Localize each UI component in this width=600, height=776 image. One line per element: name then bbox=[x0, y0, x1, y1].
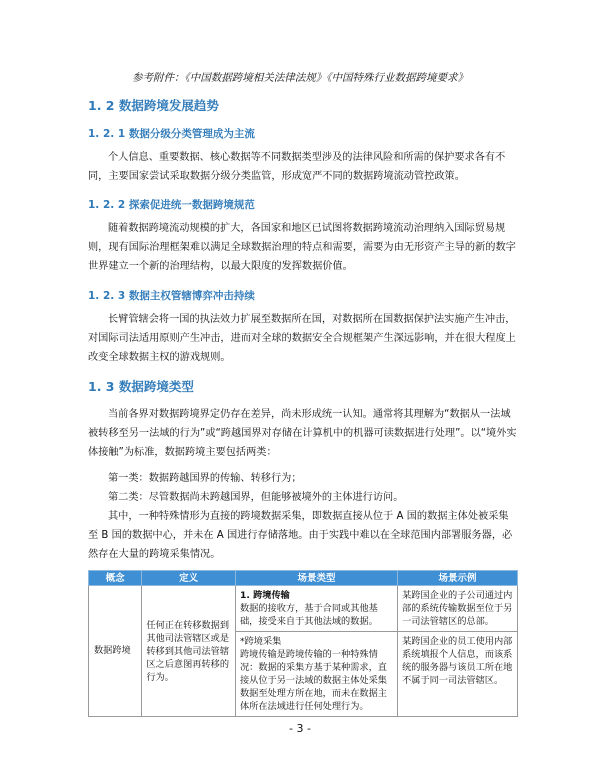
table-header-row bbox=[89, 571, 518, 586]
header-definition: 定义 bbox=[142, 571, 236, 586]
paragraph-1-2-1: 个人信息、重要数据、核心数据等不同数据类型涉及的法律风险和所需的保护要求各有不同，主要国家尝试采取数据分级分类监管，形成宽严不同的数据跨境流动管控政策。 bbox=[88, 152, 506, 182]
scene-collection-body: 跨境传输是跨境传输的一种特殊情况：数据的采集方基于某种需求，直接从位于另一法域的数据主体处采集数据至处理方所在地，而未在数据主体所在法域进行任何处理行为。 bbox=[240, 649, 387, 712]
concept-cell: 数据跨境 bbox=[89, 586, 142, 717]
heading-1-2: 1. 2 数据跨境发展趋势 bbox=[88, 98, 219, 113]
paragraph-1-2-3: 长臂管辖会将一国的执法效力扩展至数据所在国，对数据所在国数据保护法实施产生冲击，对国际司法适用原则产生冲击，进而对全球的数据安全合规框架产生深远影响，并在很大程度上改变全球数据主权的游戏规则。 bbox=[88, 314, 516, 363]
scene-transfer-title: 1. 跨境传输 bbox=[240, 590, 290, 601]
example-collection-cell: 某跨国企业的员工使用内部系统填报个人信息，而该系统的服务器与该员工所在地不属于同一司法管辖区。 bbox=[398, 632, 518, 717]
scene-collection-title: *跨境采集 bbox=[240, 636, 282, 647]
heading-1-2-1: 1. 2. 1 数据分级分类管理成为主流 bbox=[88, 128, 255, 140]
header-scene-type: 场景类型 bbox=[236, 571, 398, 586]
paragraph-1-2-2: 随着数据跨境流动规模的扩大，各国家和地区已试图将数据跨境流动治理纳入国际贸易规则，现有国际治理框架难以满足全球数据治理的特点和需要，需要为由无形资产主导的新的数字世界建立一个新的治理结构，以最大限度的发挥数据价值。 bbox=[88, 223, 516, 272]
paragraph-1-3-intro: 当前各界对数据跨境界定仍存在差异，尚未形成统一认知。通常将其理解为“数据从一法域被转移至另一法域的行为”或“跨越国界对存储在计算机中的机器可读数据进行处理”。以“境外实体接触”为标准，数据跨境主要包括两类： bbox=[88, 409, 517, 458]
table-row bbox=[89, 586, 518, 632]
reference-attachments: 参考附件：《中国数据跨境相关法律法规》《中国特殊行业数据跨境要求》 bbox=[132, 72, 468, 84]
paragraph-1-3-special: 其中，一种特殊情形为直接的跨境数据采集，即数据直接从位于 A 国的数据主体处被采集至 B 国的数据中心，并未在 A 国进行存储落地。由于实践中难以在全球范围内部署服务器，必然存在大量的跨境采集情况。 bbox=[88, 511, 513, 560]
data-transfer-type-table bbox=[88, 570, 518, 717]
scene-collection-cell bbox=[236, 632, 398, 717]
header-concept: 概念 bbox=[89, 571, 142, 586]
heading-1-2-2: 1. 2. 2 探索促进统一数据跨境规范 bbox=[88, 199, 255, 211]
header-scene-example: 场景示例 bbox=[398, 571, 518, 586]
definition-cell: 任何正在转移数据到其他司法管辖区或是转移到其他司法管辖区之后意图再转移的行为。 bbox=[142, 586, 236, 717]
heading-1-2-3: 1. 2. 3 数据主权管辖博弈冲击持续 bbox=[88, 290, 255, 302]
list-item-type-2: 第二类：尽管数据尚未跨越国界，但能够被境外的主体进行访问。 bbox=[108, 492, 404, 503]
example-transfer-cell: 某跨国企业的子公司通过内部的系统传输数据至位于另一司法管辖区的总部。 bbox=[398, 586, 518, 632]
page-number: - 3 - bbox=[289, 722, 311, 735]
scene-transfer-cell bbox=[236, 586, 398, 632]
list-item-type-1: 第一类：数据跨越国界的传输、转移行为； bbox=[108, 473, 302, 484]
scene-transfer-body: 数据的接收方，基于合同或其他基础，接受来自于其他法域的数据。 bbox=[240, 603, 378, 627]
heading-1-3: 1. 3 数据跨境类型 bbox=[88, 379, 194, 394]
